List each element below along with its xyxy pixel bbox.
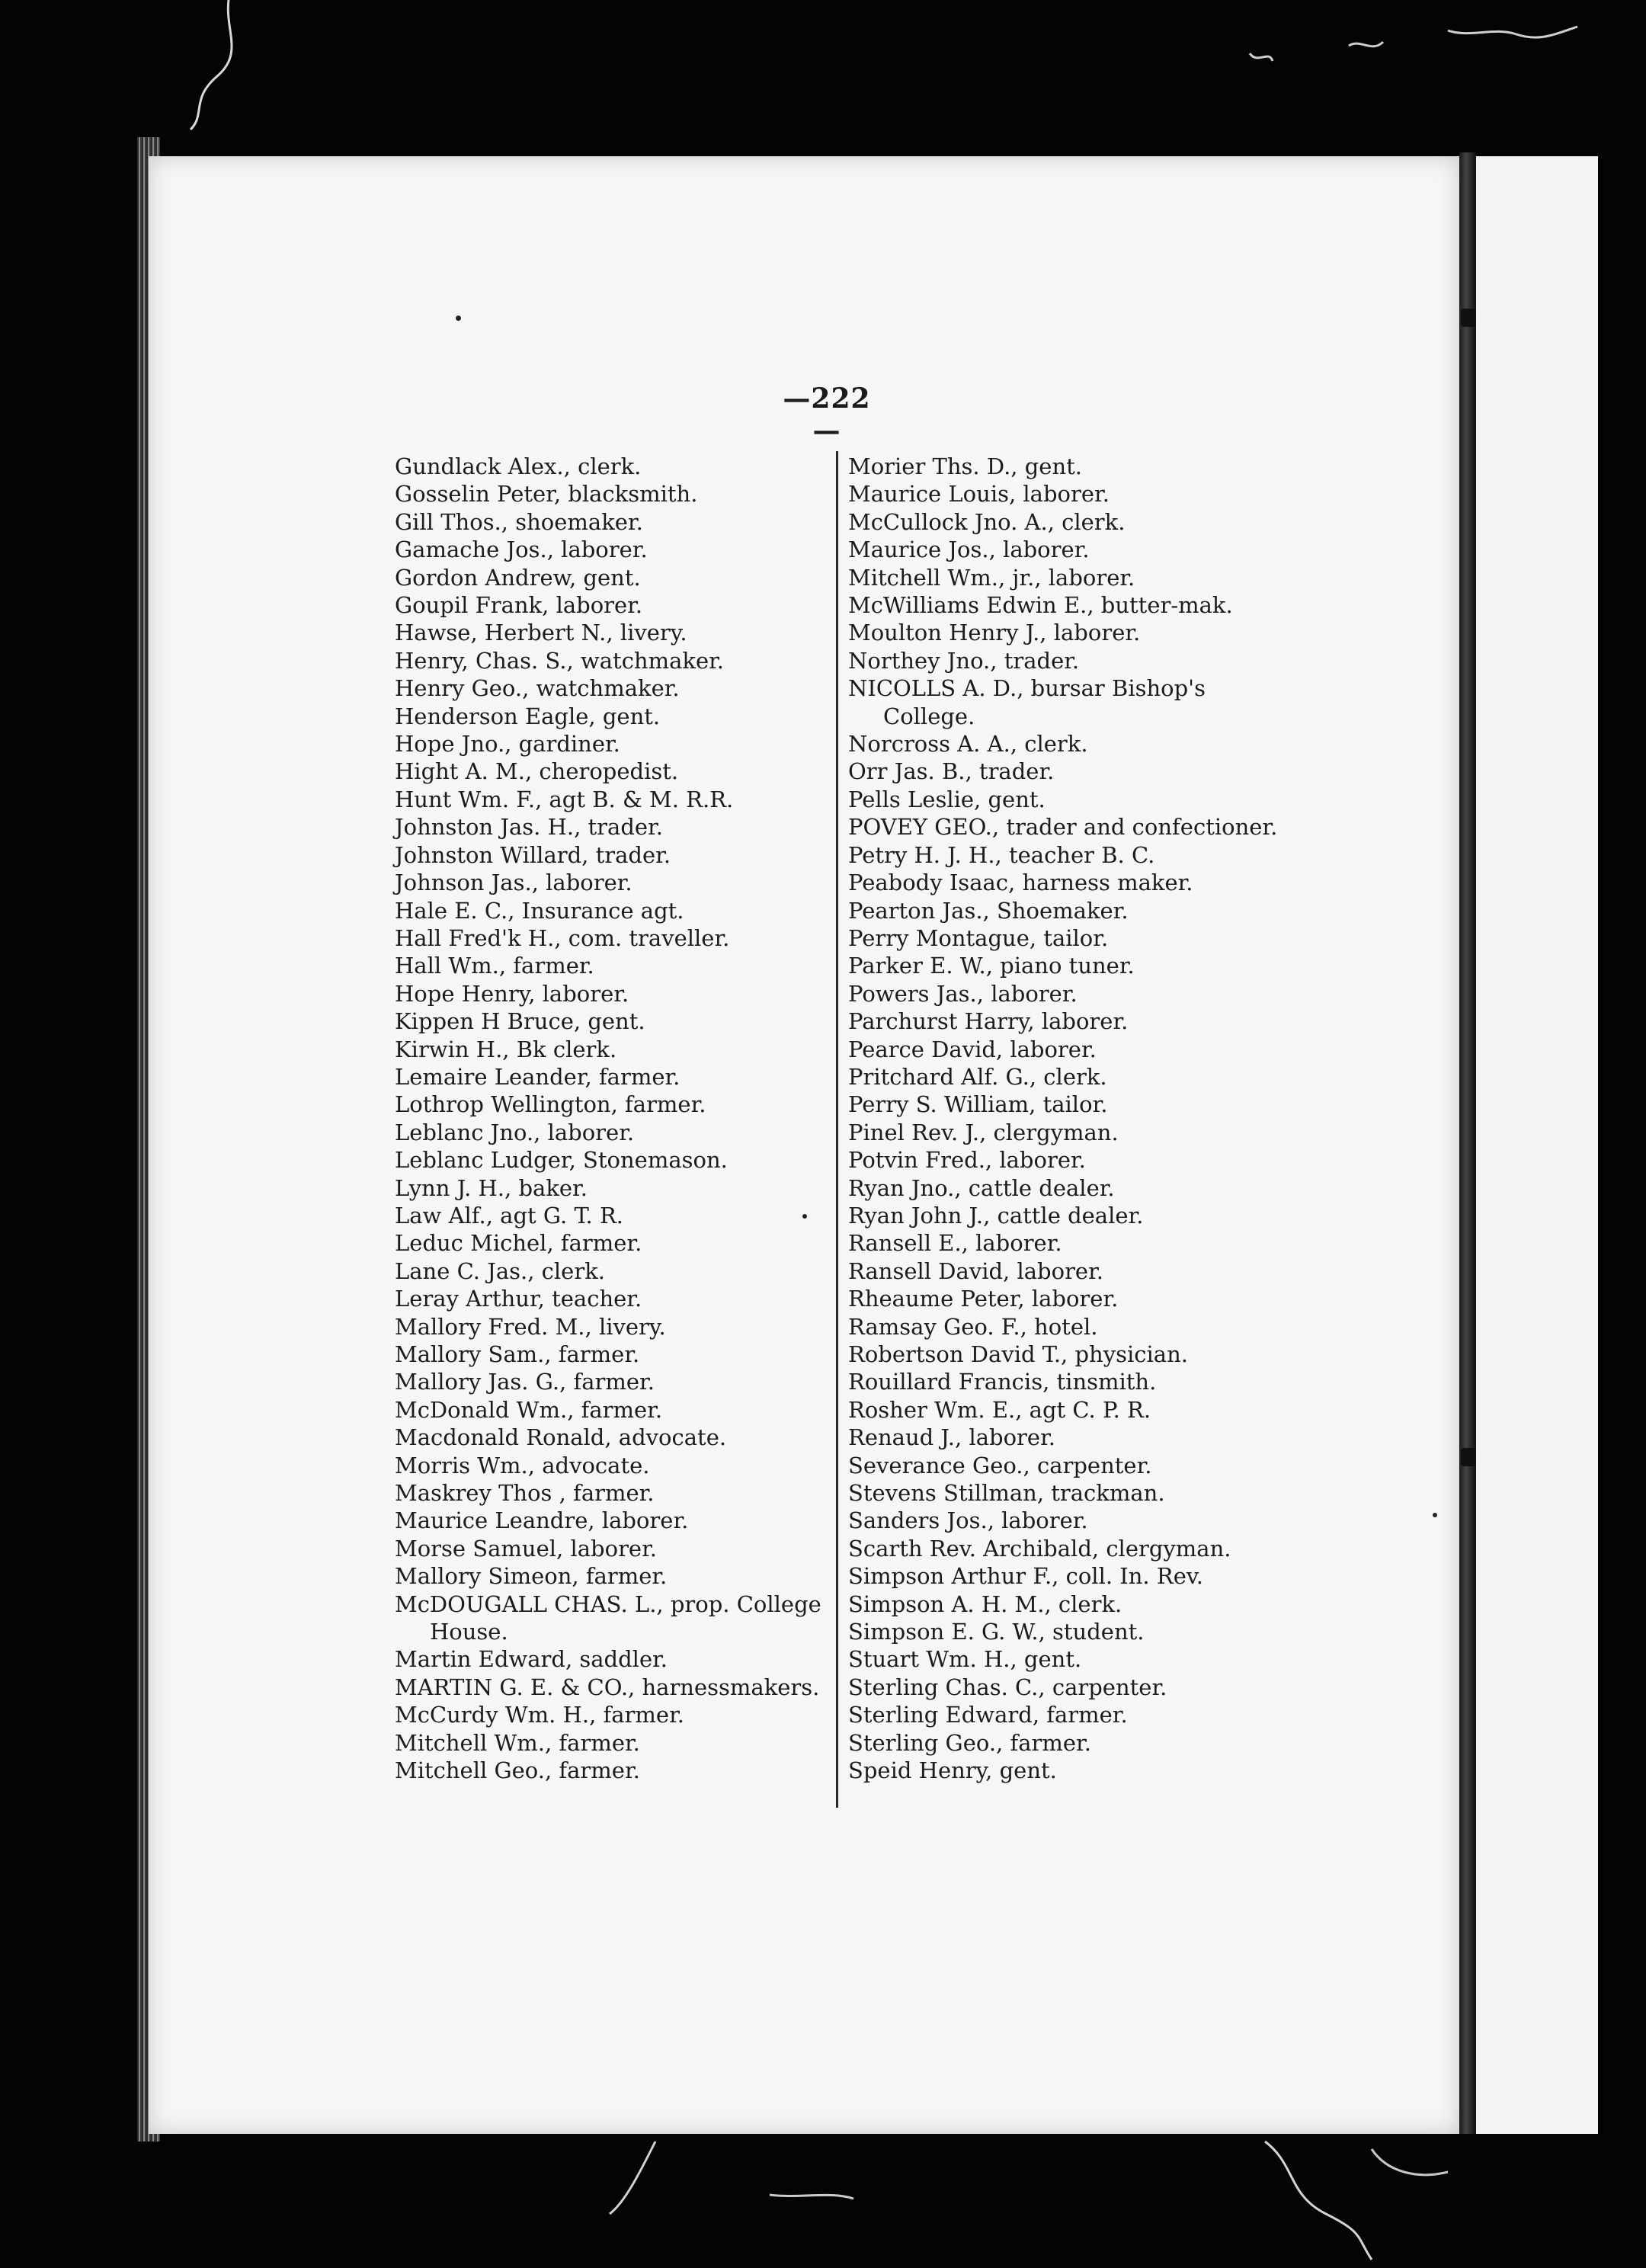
directory-entry: Leduc Michel, farmer.	[395, 1230, 642, 1257]
directory-entry: Rouillard Francis, tinsmith.	[848, 1369, 1157, 1395]
directory-entry: Speid Henry, gent.	[848, 1757, 1057, 1784]
directory-right-column	[848, 453, 1298, 1785]
directory-entry: Parchurst Harry, laborer.	[848, 1008, 1129, 1035]
directory-entry: Hunt Wm. F., agt B. & M. R.R.	[395, 786, 734, 812]
directory-entry: NICOLLS A. D., bursar Bishop's College.	[848, 675, 1206, 729]
directory-entry: Gundlack Alex., clerk.	[395, 453, 642, 479]
directory-entry: Gosselin Peter, blacksmith.	[395, 481, 698, 508]
directory-entry: Gamache Jos., laborer.	[395, 537, 648, 563]
directory-entry: Sterling Geo., farmer.	[848, 1729, 1091, 1756]
directory-entry: Henry, Chas. S., watchmaker.	[395, 647, 725, 674]
directory-entry: Macdonald Ronald, advocate.	[395, 1424, 727, 1451]
directory-entry: Petry H. J. H., teacher B. C.	[848, 841, 1155, 868]
ink-speck	[1433, 1513, 1437, 1517]
column-divider	[836, 451, 838, 1808]
directory-entry: MARTIN G. E. & CO., harnessmakers.	[395, 1674, 820, 1700]
directory-entry: Morris Wm., advocate.	[395, 1452, 650, 1478]
directory-entry: Henderson Eagle, gent.	[395, 703, 661, 729]
directory-entry: Morier Ths. D., gent.	[848, 453, 1083, 479]
directory-entry: Kirwin H., Bk clerk.	[395, 1036, 617, 1062]
directory-entry: Leblanc Jno., laborer.	[395, 1119, 635, 1145]
directory-entry: Mitchell Wm., jr., laborer.	[848, 564, 1135, 591]
directory-entry: Peabody Isaac, harness maker.	[848, 870, 1193, 896]
directory-entry: Mallory Simeon, farmer.	[395, 1563, 668, 1590]
directory-entry: Pearce David, laborer.	[848, 1036, 1097, 1062]
directory-entry: Maurice Leandre, laborer.	[395, 1507, 689, 1534]
directory-entry: Pearton Jas., Shoemaker.	[848, 897, 1129, 924]
directory-entry: Pells Leslie, gent.	[848, 786, 1046, 812]
directory-entry: Sanders Jos., laborer.	[848, 1507, 1088, 1534]
directory-entry: McDOUGALL CHAS. L., prop. College House.	[395, 1590, 821, 1645]
directory-entry: Perry Montague, tailor.	[848, 924, 1109, 951]
directory-entry: Simpson Arthur F., coll. In. Rev.	[848, 1563, 1204, 1590]
directory-entry: Maurice Louis, laborer.	[848, 481, 1110, 508]
directory-entry: Hight A. M., cheropedist.	[395, 758, 679, 785]
directory-entry: McWilliams Edwin E., butter-mak.	[848, 592, 1233, 619]
directory-entry: Johnston Willard, trader.	[395, 841, 671, 868]
directory-entry: Lothrop Wellington, farmer.	[395, 1091, 706, 1118]
directory-entry: Northey Jno., trader.	[848, 647, 1080, 674]
directory-entry: POVEY GEO., trader and confectioner.	[848, 814, 1278, 841]
gutter-clip	[1461, 1448, 1476, 1466]
directory-entry: Ransell E., laborer.	[848, 1230, 1062, 1257]
directory-entry: Pritchard Alf. G., clerk.	[848, 1063, 1107, 1090]
directory-entry: Orr Jas. B., trader.	[848, 758, 1055, 785]
directory-left-column	[395, 453, 829, 1785]
directory-entry: Stuart Wm. H., gent.	[848, 1646, 1082, 1673]
directory-entry: Goupil Frank, laborer.	[395, 592, 643, 619]
directory-entry: Gordon Andrew, gent.	[395, 564, 641, 591]
directory-entry: Maurice Jos., laborer.	[848, 537, 1090, 563]
directory-entry: Simpson E. G. W., student.	[848, 1619, 1145, 1645]
directory-entry: Hall Wm., farmer.	[395, 953, 594, 979]
directory-entry: McCullock Jno. A., clerk.	[848, 508, 1126, 535]
directory-entry: Severance Geo., carpenter.	[848, 1452, 1152, 1478]
directory-entry: Gill Thos., shoemaker.	[395, 508, 643, 535]
directory-entry: Renaud J., laborer.	[848, 1424, 1055, 1451]
directory-entry: Hale E. C., Insurance agt.	[395, 897, 684, 924]
directory-entry: Leblanc Ludger, Stonemason.	[395, 1147, 728, 1174]
directory-entry: Sterling Chas. C., carpenter.	[848, 1674, 1167, 1700]
directory-entry: Moulton Henry J., laborer.	[848, 620, 1141, 646]
directory-entry: Mitchell Wm., farmer.	[395, 1729, 640, 1756]
directory-entry: Lemaire Leander, farmer.	[395, 1063, 680, 1090]
page-number: —222—	[783, 383, 871, 447]
directory-entry: Law Alf., agt G. T. R.	[395, 1202, 624, 1228]
directory-entry: Ransell David, laborer.	[848, 1257, 1103, 1284]
ink-speck	[456, 316, 461, 321]
directory-entry: Scarth Rev. Archibald, clergyman.	[848, 1535, 1231, 1562]
directory-entry: Robertson David T., physician.	[848, 1341, 1188, 1367]
directory-entry: Mallory Fred. M., livery.	[395, 1313, 666, 1340]
directory-entry: Henry Geo., watchmaker.	[395, 675, 680, 702]
directory-entry: Parker E. W., piano tuner.	[848, 953, 1135, 979]
directory-entry: Lynn J. H., baker.	[395, 1174, 588, 1201]
directory-entry: McCurdy Wm. H., farmer.	[395, 1702, 684, 1728]
directory-entry: Powers Jas., laborer.	[848, 980, 1078, 1007]
directory-entry: Johnston Jas. H., trader.	[395, 814, 663, 841]
directory-entry: Ryan Jno., cattle dealer.	[848, 1174, 1115, 1201]
directory-entry: Norcross A. A., clerk.	[848, 731, 1088, 758]
directory-entry: Kippen H Bruce, gent.	[395, 1008, 645, 1035]
directory-entry: Ryan John J., cattle dealer.	[848, 1202, 1144, 1228]
directory-entry: Hawse, Herbert N., livery.	[395, 620, 687, 646]
directory-entry: Mallory Sam., farmer.	[395, 1341, 640, 1367]
directory-entry: Morse Samuel, laborer.	[395, 1535, 657, 1562]
directory-entry: Leray Arthur, teacher.	[395, 1286, 642, 1312]
directory-entry: Pinel Rev. J., clergyman.	[848, 1119, 1119, 1145]
directory-entry: Perry S. William, tailor.	[848, 1091, 1108, 1118]
directory-entry: Johnson Jas., laborer.	[395, 870, 632, 896]
directory-entry: Martin Edward, saddler.	[395, 1646, 668, 1673]
directory-entry: Simpson A. H. M., clerk.	[848, 1590, 1122, 1617]
directory-entry: Hall Fred'k H., com. traveller.	[395, 924, 730, 951]
directory-entry: Stevens Stillman, trackman.	[848, 1480, 1165, 1507]
gutter-clip	[1461, 309, 1476, 327]
directory-entry: Mallory Jas. G., farmer.	[395, 1369, 655, 1395]
directory-entry: Mitchell Geo., farmer.	[395, 1757, 640, 1784]
directory-entry: Potvin Fred., laborer.	[848, 1147, 1086, 1174]
directory-entry: McDonald Wm., farmer.	[395, 1396, 663, 1423]
directory-entry: Ramsay Geo. F., hotel.	[848, 1313, 1098, 1340]
directory-entry: Maskrey Thos , farmer.	[395, 1480, 655, 1507]
directory-entry: Hope Jno., gardiner.	[395, 731, 620, 758]
directory-entry: Rosher Wm. E., agt C. P. R.	[848, 1396, 1151, 1423]
directory-entry: Sterling Edward, farmer.	[848, 1702, 1128, 1728]
directory-entry: Rheaume Peter, laborer.	[848, 1286, 1119, 1312]
directory-entry: Hope Henry, laborer.	[395, 980, 629, 1007]
directory-entry: Lane C. Jas., clerk.	[395, 1257, 605, 1284]
